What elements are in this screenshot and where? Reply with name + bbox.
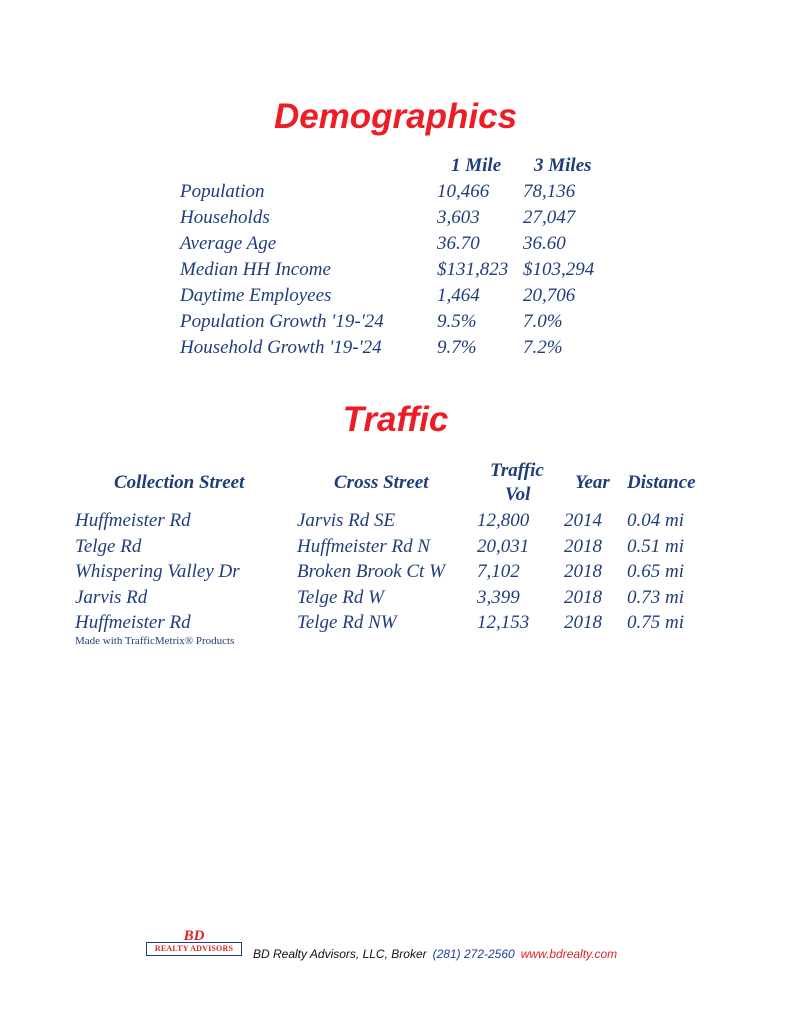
header-collection-street: Collection Street (114, 472, 245, 493)
year: 2018 (564, 561, 602, 582)
cross-street: Huffmeister Rd N (297, 535, 430, 557)
demographics-title: Demographics (273, 97, 518, 136)
traffic-title: Traffic (342, 400, 449, 439)
value-3-miles: 36.60 (523, 233, 566, 254)
value-3-miles: $103,294 (523, 259, 595, 280)
value-1-mile: 9.7% (437, 337, 477, 358)
header-1-mile: 1 Mile (451, 155, 502, 176)
value-1-mile: 10,466 (437, 181, 490, 202)
cross-street: Telge Rd NW (297, 612, 397, 633)
traffic-table (0, 458, 791, 636)
traffic-row (0, 508, 791, 534)
footer (146, 930, 706, 960)
trafficmetrix-note: Made with TrafficMetrix® Products (75, 635, 235, 647)
collection-street: Whispering Valley Dr (75, 561, 240, 582)
bd-realty-logo (146, 930, 242, 956)
value-3-miles: 20,706 (523, 285, 576, 306)
year: 2018 (564, 535, 602, 557)
row-label: Households (180, 207, 270, 228)
broker-name: BD Realty Advisors, LLC, Broker (253, 947, 427, 961)
traffic-vol: 20,031 (477, 535, 530, 557)
value-1-mile: $131,823 (437, 259, 509, 280)
header-cross-street: Cross Street (334, 472, 429, 493)
collection-street: Jarvis Rd (75, 586, 148, 608)
header-year: Year (575, 472, 610, 493)
traffic-vol: 12,800 (477, 510, 530, 531)
traffic-row (0, 559, 791, 585)
header-traffic-vol-line2: Vol (505, 484, 531, 505)
year: 2018 (564, 612, 602, 633)
distance: 0.75 mi (627, 612, 684, 633)
cross-street: Telge Rd W (297, 586, 384, 608)
value-1-mile: 9.5% (437, 311, 477, 332)
value-3-miles: 7.2% (523, 337, 563, 358)
header-3-miles: 3 Miles (534, 155, 592, 176)
collection-street: Huffmeister Rd (75, 612, 191, 633)
traffic-vol: 7,102 (477, 561, 520, 582)
distance: 0.73 mi (627, 586, 684, 608)
traffic-row (0, 534, 791, 560)
traffic-header-row (0, 458, 791, 508)
cross-street: Broken Brook Ct W (297, 561, 445, 582)
value-1-mile: 36.70 (437, 233, 480, 254)
collection-street: Telge Rd (75, 535, 142, 557)
cross-street: Jarvis Rd SE (297, 510, 396, 531)
row-label: Average Age (180, 233, 277, 254)
value-3-miles: 7.0% (523, 311, 563, 332)
value-1-mile: 1,464 (437, 285, 480, 306)
row-label: Median HH Income (180, 259, 331, 280)
row-label: Population (180, 181, 265, 202)
value-3-miles: 78,136 (523, 181, 576, 202)
traffic-vol: 3,399 (477, 586, 520, 608)
value-3-miles: 27,047 (523, 207, 576, 228)
row-label: Population Growth '19-'24 (180, 311, 384, 332)
footer-contact-line (253, 947, 617, 961)
distance: 0.51 mi (627, 535, 684, 557)
distance: 0.65 mi (627, 561, 684, 582)
traffic-row (0, 610, 791, 636)
value-1-mile: 3,603 (437, 207, 480, 228)
distance: 0.04 mi (627, 510, 684, 531)
traffic-row (0, 585, 791, 611)
traffic-vol: 12,153 (477, 612, 530, 633)
logo-bd-text: BD (183, 928, 205, 944)
header-distance: Distance (627, 472, 696, 493)
phone-number[interactable]: (281) 272-2560 (432, 947, 515, 961)
logo-realty-advisors-text: REALTY ADVISORS (146, 942, 242, 956)
year: 2014 (564, 510, 602, 531)
website-link[interactable]: www.bdrealty.com (520, 947, 618, 961)
year: 2018 (564, 586, 602, 608)
collection-street: Huffmeister Rd (75, 510, 191, 531)
header-traffic-vol-line1: Traffic (490, 460, 544, 481)
row-label: Daytime Employees (180, 285, 332, 306)
row-label: Household Growth '19-'24 (180, 337, 382, 358)
